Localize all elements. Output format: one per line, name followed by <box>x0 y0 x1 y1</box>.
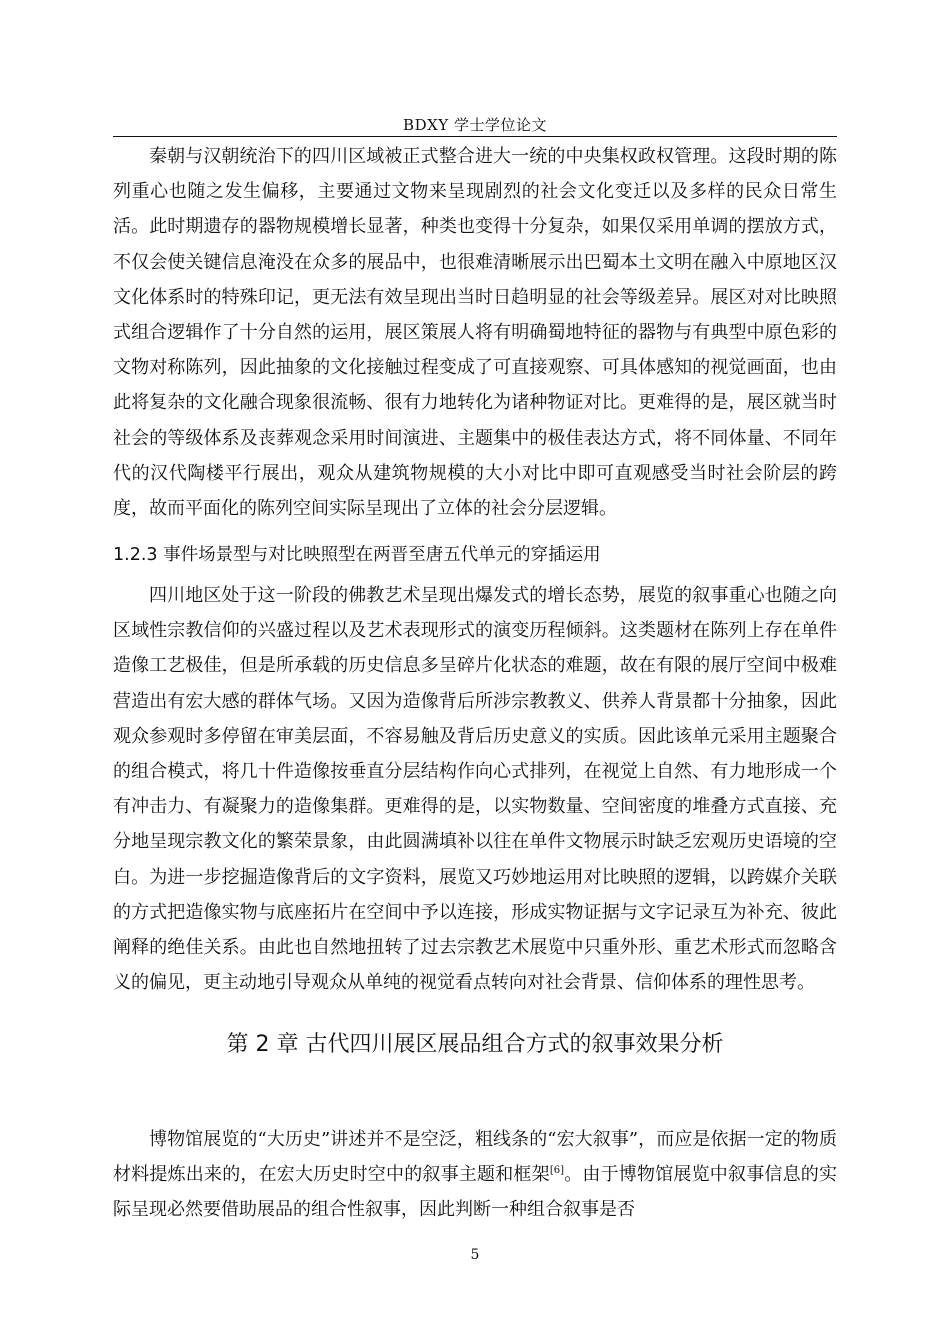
header-divider <box>113 136 837 137</box>
paragraph-text-after-citation: 。由于博物馆展览中叙事信息的实际呈现必然要借助展品的组合性叙事，因此判断一种组合叙事是否 <box>113 1164 838 1221</box>
citation-reference[interactable]: [6] <box>549 1165 564 1177</box>
running-header: BDXY 学士学位论文 <box>403 116 547 134</box>
body-paragraph-buddhist-art: 四川地区处于这一阶段的佛教艺术呈现出爆发式的增长态势，展览的叙事重心也随之向区域性宗教信仰的兴盛过程以及艺术表现形式的演变历程倾斜。这类题材在陈列上存在单件造像工艺极佳，但是所承载的历史信息多呈碎片化状态的难题，故在有限的展厅空间中极难营造出有宏大感的群体气场。又因为造像背后所涉宗教教义、供养人背景都十分抽象，因此观众参观时多停留在审美层面，不容易触及背后历史意义的实质。因此该单元采用主题聚合的组合模式，将几十件造像按垂直分层结构作向心式排列，在视觉上自然、有力地形成一个有冲击力、有凝聚力的造像集群。更难得的是，以实物数量、空间密度的堆叠方式直接、充分地呈现宗教文化的繁荣景象，由此圆满填补以往在单件文物展示时缺乏宏观历史语境的空白。为进一步挖掘造像背后的文字资料，展览又巧妙地运用对比映照的逻辑，以跨媒介关联的方式把造像实物与底座拓片在空间中予以连接，形成实物证据与文字记录互为补充、彼此阐释的绝佳关系。由此也自然地扭转了过去宗教艺术展览中只重外形、重艺术形式而忽略含义的偏见，更主动地引导观众从单纯的视觉看点转向对社会背景、信仰体系的理性思考。 <box>113 585 837 994</box>
body-paragraph-grand-history <box>113 1122 837 1228</box>
body-paragraph-qin-han: 秦朝与汉朝统治下的四川区域被正式整合进大一统的中央集权政权管理。这段时期的陈列重心也随之发生偏移，主要通过文物来呈现剧烈的社会文化变迁以及多样的民众日常生活。此时期遗存的器物规模增长显著，种类也变得十分复杂，如果仅采用单调的摆放方式，不仅会使关键信息淹没在众多的展品中，也很难清晰展示出巴蜀本土文明在融入中原地区汉文化体系时的特殊印记，更无法有效呈现出当时日趋明显的社会等级差异。展区对对比映照式组合逻辑作了十分自然的运用，展区策展人将有明确蜀地特征的器物与有典型中原色彩的文物对称陈列，因此抽象的文化接触过程变成了可直接观察、可具体感知的视觉画面，也由此将复杂的文化融合现象很流畅、很有力地转化为诸种物证对比。更难得的是，展区就当时社会的等级体系及丧葬观念采用时间演进、主题集中的极佳表达方式，将不同体量、不同年代的汉代陶楼平行展出，观众从建筑物规模的大小对比中即可直观感受当时社会阶层的跨度，故而平面化的陈列空间实际呈现出了立体的社会分层逻辑。 <box>113 146 837 520</box>
chapter-title: 第 2 章 古代四川展区展品组合方式的叙事效果分析 <box>226 1032 724 1057</box>
subsection-heading-1-2-3: 1.2.3 事件场景型与对比映照型在两晋至唐五代单元的穿插运用 <box>113 545 601 565</box>
page-number: 5 <box>470 1247 480 1263</box>
paragraph-text-before-citation: 博物馆展览的“大历史”讲述并不是空泛，粗线条的“宏大叙事”，而应是依据一定的物质材料提炼出来的，在宏大历史时空中的叙事主题和框架 <box>113 1129 837 1186</box>
